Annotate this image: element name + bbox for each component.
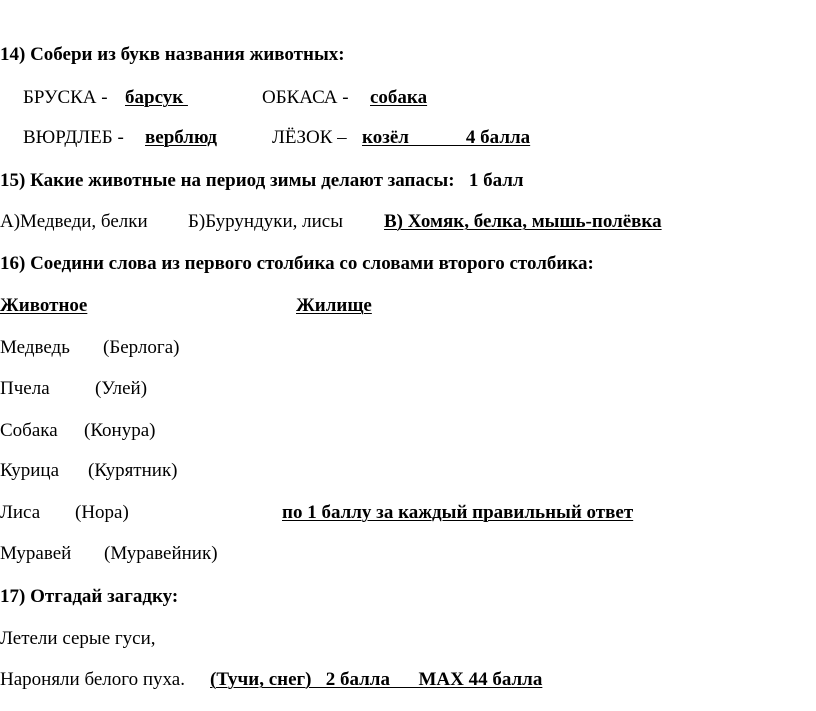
q14-row2-scrambled1: ВЮРДЛЕБ -: [23, 127, 129, 148]
q14-row1-scrambled1: БРУСКА -: [23, 87, 113, 108]
q16-col2-header: Жилище: [296, 295, 372, 316]
q14-row1-answer2: собака: [370, 87, 428, 108]
q16-pair-home: (Конура): [84, 420, 156, 441]
q14-heading: 14) Собери из букв названия животных:: [0, 44, 345, 65]
q16-heading: 16) Соедини слова из первого столбика со словами второго столбика:: [0, 253, 594, 274]
q16-pair-animal: Медведь: [0, 337, 70, 358]
q16-pair-home: (Курятник): [88, 460, 178, 481]
q16-score-note: по 1 баллу за каждый правильный ответ: [282, 502, 634, 523]
q16-pair-home: (Муравейник): [104, 543, 218, 564]
q16-pair-home: (Улей): [95, 378, 148, 399]
q14-row1-answer1: барсук: [125, 87, 188, 108]
q16-pair-animal: Муравей: [0, 543, 72, 564]
q17-riddle-line2: Нароняли белого пуха.: [0, 669, 190, 690]
q16-pair-animal: Пчела: [0, 378, 50, 399]
q16-pair-home: (Берлога): [103, 337, 180, 358]
q16-pair-animal: Собака: [0, 420, 58, 441]
q14-row2-answer2: козёл 4 балла: [362, 127, 531, 148]
q16-pair-animal: Курица: [0, 460, 60, 481]
q15-heading: 15) Какие животные на период зимы делают запасы: 1 балл: [0, 170, 524, 191]
q15-option-a: А)Медведи, белки: [0, 211, 148, 232]
q16-pair-home: (Нора): [75, 502, 129, 523]
q15-option-b: Б)Бурундуки, лисы: [188, 211, 344, 232]
q14-row2-scrambled2: ЛЁЗОК –: [272, 127, 352, 148]
q16-pair-animal: Лиса: [0, 502, 41, 523]
q17-heading: 17) Отгадай загадку:: [0, 586, 179, 607]
q16-col1-header: Животное: [0, 295, 88, 316]
q15-option-c: В) Хомяк, белка, мышь-полёвка: [384, 211, 662, 232]
q14-row2-answer1: верблюд: [145, 127, 217, 148]
q17-answer: (Тучи, снег) 2 балла МАХ 44 балла: [210, 669, 543, 690]
q17-riddle-line1: Летели серые гуси,: [0, 628, 156, 649]
q14-row1-scrambled2: ОБКАСА -: [262, 87, 354, 108]
